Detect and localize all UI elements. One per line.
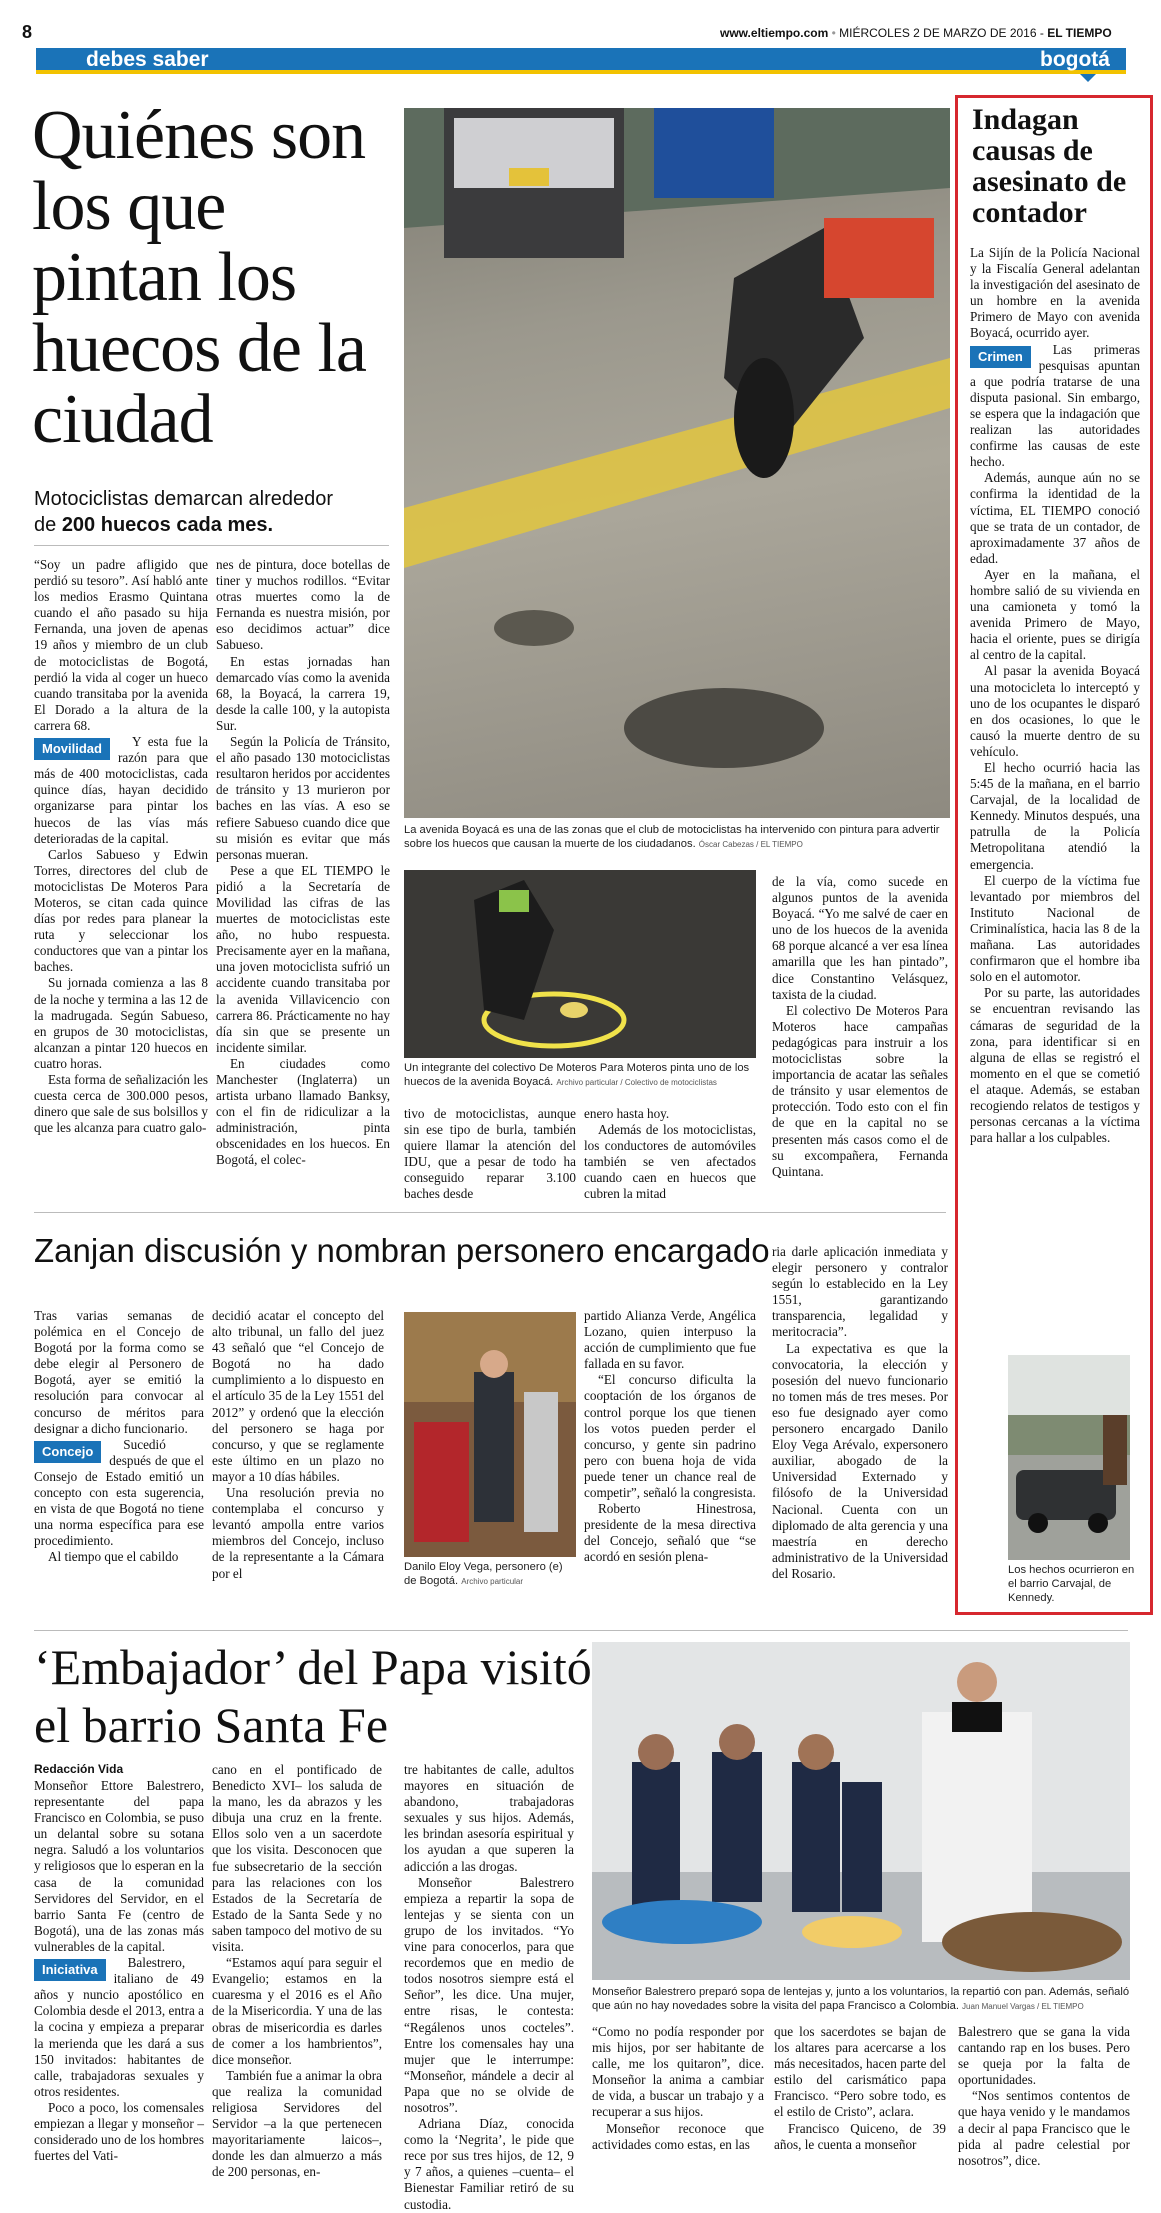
lead-subhead-pre: de xyxy=(34,514,62,536)
personero-paragraph: La expectativa es que la convocatoria, la elección y posesión del nuevo funcionario no tomen más de tres meses. Por eso fue designado ayer como personero encargado Danilo Eloy Vega Arévalo, expersonero auxiliar, abogado de la Universidad Externado y filósofo de la Universidad Nacional. Cuenta con un diplomado de alta gerencia y una maestría en derecho administrativo de la Universidad del Rosario. xyxy=(772,1340,948,1581)
papa-photo-caption xyxy=(592,1985,1130,2014)
papa-paragraph: Poco a poco, los comensales empiezan a llegar y monseñor –considerado uno de los hombres fuertes del Vati- xyxy=(34,2099,204,2164)
papa-paragraph: “Estamos aquí para seguir el Evangelio; estamos en la cuaresma y el 2016 es el Año de la Misericordia. Y una de las obras de misericordia es darles de comer a los hambrientos”, dice monseñor. xyxy=(212,1955,382,2067)
personero-paragraph: Roberto Hinestrosa, presidente de la mesa directiva del Concejo, señaló que “se acordó en sesión plena- xyxy=(584,1501,756,1565)
papa-paragraph: “Nos sentimos contentos de que haya venido y le mandamos a decir al papa Francisco que le pida al padre celestial por nosotros”, dice. xyxy=(958,2088,1130,2168)
lead-paragraph: “Soy un padre afligido que perdió su tesoro”. Así habló ante los medios Erasmo Quintana cuando el año pasado su hija Fernanda, una joven de apenas 19 años y miembro de un club de motociclistas de Bogotá, perdió la vida al coger un hueco cuando transitaba por la avenida El Dorado a la altura de la carrera 68. xyxy=(34,557,208,733)
papa-paragraph: Monseñor reconoce que actividades como estas, en las xyxy=(592,2120,764,2152)
separator: - xyxy=(1039,26,1048,40)
papa-paragraph: Francisco Quiceno, de 39 años, le cuenta a monseñor xyxy=(774,2120,946,2152)
papa-col-1 xyxy=(34,1778,204,2188)
section-arrow xyxy=(1080,74,1096,82)
personero-headline: Zanjan discusión y nombran personero encargado xyxy=(34,1232,770,1269)
lead-photo-2-caption-text: Un integrante del colectivo De Moteros Para Moteros pinta uno de los huecos de la avenida Boyacá. xyxy=(404,1062,750,1088)
lead-subhead-text: Motociclistas demarcan alrededor xyxy=(34,488,334,510)
lead-photo-caption xyxy=(404,823,950,852)
personero-paragraph: Tras varias semanas de polémica en el Concejo de Bogotá por la forma como se debe elegir al Personero de Bogotá, ayer se emitió la resolución para convocar al concurso de méritos para designar a dicho funcionario. xyxy=(34,1308,204,1436)
sidebar-paragraph: Ayer en la mañana, el hombre salió de su vivienda en una camioneta y tomó la avenida Primero de Mayo, hacia el oriente, pues se dirigía al centro de la capital. xyxy=(970,566,1140,663)
lead-paragraph: El colectivo De Moteros Para Moteros hace campañas pedagógicas para instruir a los motociclistas sobre la importancia de acatar las señales de tránsito y usar elementos de protección. Todo esto con el fin de que en la capital no se presenten más casos como el de su excompañera, Fernanda Quintana. xyxy=(772,1002,948,1179)
tag-movilidad: Movilidad xyxy=(34,738,110,760)
sidebar-headline: Indagan causas de asesinato de contador xyxy=(972,103,1127,229)
lead-col-3 xyxy=(404,1106,576,1202)
personero-photo-caption-text: Danilo Eloy Vega, personero (e) de Bogotá. xyxy=(404,1561,563,1587)
lead-col-2 xyxy=(216,557,390,1168)
section-label-left[interactable]: debes saber xyxy=(86,48,209,71)
lead-photo xyxy=(404,108,950,818)
personero-col-1 xyxy=(34,1308,204,1588)
lead-paragraph: nes de pintura, doce botellas de tiner y muchos rodillos. “Evitar otras muertes como la de Fernanda es nuestra misión, por eso decidimos actuar” dice Sabueso. xyxy=(216,557,390,653)
tag-concejo: Concejo xyxy=(34,1441,101,1463)
papa-paragraph: cano en el pontificado de Benedicto XVI– los saluda de la mano, les da abrazos y les dibuja una cruz en la frente. Ellos solo ven a un sacerdote que los visita. Desconocen que fue subsecretario de la sección para las relaciones con los Estados de la Secretaría de Estado de la Santa Sede y no saben tampoco del motivo de su visita. xyxy=(212,1762,382,1955)
papa-col-3 xyxy=(404,1762,574,2212)
lead-paragraph: Su jornada comienza a las 8 de la noche y termina a las 12 de la madrugada. Según Sabueso, en grupos de 30 motociclistas, alcanzan a pintar 120 huecos en cuatro horas. xyxy=(34,975,208,1071)
lead-photo-2-caption xyxy=(404,1061,756,1090)
sidebar-paragraph: Por su parte, las autoridades se encuentran revisando las cámaras de seguridad de la zona, para identificar si en alguna de ellas se registró el momento en el que se cometió el ataque. Además, se estaban recogiendo relatos de testigos y personas cercanas a la víctima para hallar a los culpables. xyxy=(970,985,1140,1146)
papa-photo-credit: Juan Manuel Vargas / EL TIEMPO xyxy=(962,2002,1084,2011)
lead-col-4 xyxy=(584,1106,756,1202)
lead-col-5 xyxy=(772,874,948,1196)
papa-col-2 xyxy=(212,1762,382,2188)
papa-byline: Redacción Vida xyxy=(34,1762,124,1776)
lead-photo-2 xyxy=(404,870,756,1058)
site-url[interactable]: www.eltiempo.com xyxy=(720,26,829,40)
sidebar-paragraph: El cuerpo de la víctima fue levantado por miembros del Instituto Nacional de Criminalística, hacia las 8 de la mañana. Las autoridades confirmaron que el hombre iba solo en el automotor. xyxy=(970,872,1140,985)
lead-subhead xyxy=(34,486,394,538)
personero-paragraph: decidió acatar el concepto del alto tribunal, un fallo del juez 43 señaló que “el Concejo de Bogotá no ha dado cumplimiento a lo dispuesto en el artículo 35 de la Ley 1551 del 2012” y ordenó que la elección del personero se haga por concurso, y que se reglamente este último en un plazo no mayor a 10 días hábiles. xyxy=(212,1308,384,1484)
personero-col-3 xyxy=(584,1308,756,1588)
personero-col-2 xyxy=(212,1308,384,1588)
personero-paragraph: Al tiempo que el cabildo xyxy=(48,1549,179,1565)
lead-paragraph: enero hasta hoy. xyxy=(584,1106,670,1121)
personero-paragraph: partido Alianza Verde, Angélica Lozano, quien interpuso la acción de cumplimiento que fue fallada en su favor. xyxy=(584,1308,756,1372)
papa-paragraph: tre habitantes de calle, adultos mayores en situación de abandono, trabajadoras sexuales y sus hijos. Además, les brindan asesoría espiritual y los ayudan a que superen la adicción a las drogas. xyxy=(404,1762,574,1874)
papa-col-5 xyxy=(774,2024,946,2188)
section-divider xyxy=(34,1212,946,1213)
personero-paragraph: Una resolución previa no contemplaba el concurso y levantó ampolla entre varios miembros del Concejo, incluso de la representante a la Cámara por el xyxy=(212,1485,384,1581)
lead-photo-2-credit: Archivo particular / Colectivo de motociclistas xyxy=(556,1078,717,1087)
paper-name: EL TIEMPO xyxy=(1047,26,1112,40)
lead-paragraph: tivo de motociclistas, aunque sin ese tipo de burla, también quiere llamar la atención del IDU, que a pesar de todo ha conseguido reparar 3.100 baches desde xyxy=(404,1106,576,1202)
personero-photo-credit: Archivo particular xyxy=(461,1577,524,1586)
papa-paragraph: “Como no podía responder por mis hijos, por ser habitante de calle, me los quitaron”, dice. Monseñor la anima a cambiar de vida, a buscar un trabajo y a recuperar a sus hijos. xyxy=(592,2024,764,2120)
papa-col-4 xyxy=(592,2024,764,2188)
sidebar-paragraph: Al pasar la avenida Boyacá una motocicleta lo interceptó y uno de los ocupantes le disparó en dos ocasiones, lo que le causó la muerte dentro de su vehículo. xyxy=(970,663,1140,759)
papa-paragraph: También fue a animar la obra que realiza la comunidad religiosa Servidores del Servidor –a la que pertenecen mayoritariamente laicos–, donde les dan almuerzo a más de 200 personas, en- xyxy=(212,2067,382,2180)
tag-crimen: Crimen xyxy=(970,346,1031,368)
sidebar-photo xyxy=(1008,1355,1130,1560)
papa-headline: ‘Embajador’ del Papa visitó el barrio Santa Fe xyxy=(34,1639,592,1753)
lead-paragraph: Y esta fue la razón para que más de 400 motociclistas, cada quince días, hayan decidido organizarse para pintar los huecos de las vías más deterioradas de la capital. xyxy=(34,734,208,846)
subhead-rule xyxy=(34,545,389,546)
date: MIÉRCOLES 2 DE MARZO DE 2016 xyxy=(839,26,1037,40)
lead-paragraph: Además de los motociclistas, los conductores de automóviles también se ven afectados cuando caen en huecos que cubren la mitad xyxy=(584,1122,756,1202)
lead-paragraph: Pese a que EL TIEMPO le pidió a la Secretaría de Movilidad las cifras de las muertes de motociclistas este año, no hubo respuesta. Precisamente ayer en la mañana, una joven motociclista sufrió un accidente cuando transitaba por la avenida Villavicencio con carrera 86. Prácticamente no hay día sin que se presente un incidente similar. xyxy=(216,862,390,1055)
papa-paragraph: Balestrero, italiano de 49 años y nuncio apostólico en Colombia desde el 2013, entra a la cocina y empieza a preparar la merienda que les dará a sus 150 invitados: habitantes de calle, trabajadoras sexuales y otros residentes. xyxy=(34,1955,204,2099)
sidebar-body xyxy=(970,245,1140,1330)
lead-subhead-bold: 200 huecos cada mes. xyxy=(61,514,274,536)
lead-paragraph: En estas jornadas han demarcado vías como la avenida 68, la Boyacá, la carrera 19, desde la calle 100, y la autopista Sur. xyxy=(216,653,390,733)
personero-photo-caption xyxy=(404,1560,576,1589)
sidebar-paragraph: La Sijín de la Policía Nacional y la Fiscalía General adelantan la investigación del asesinato de un hombre en la avenida Primero de Mayo con avenida Boyacá, ocurrido ayer. xyxy=(970,245,1140,341)
tag-iniciativa: Iniciativa xyxy=(34,1959,106,1981)
sidebar-paragraph: Las primeras pesquisas apuntan a que podría tratarse de una disputa pasional. Sin embargo, se espera que la indagación que realizan las autoridades confirme las causas de este hecho. xyxy=(970,341,1140,470)
lead-paragraph: de la vía, como sucede en algunos puntos de la avenida Boyacá. “Yo me salvé de caer en uno de los huecos de la avenida 68 porque alcancé a ver esa línea amarilla que les han pintado”, dice Constantino Velásquez, taxista de la ciudad. xyxy=(772,874,948,1002)
lead-headline: Quiénes son los que pintan los huecos de la ciudad xyxy=(32,97,366,458)
page-number: 8 xyxy=(22,22,33,42)
papa-photo xyxy=(592,1642,1130,1980)
separator: • xyxy=(831,26,840,40)
sidebar-paragraph: Además, aunque aún no se confirma la identidad de la víctima, EL TIEMPO conoció que se trata de un contador, de aproximadamente 37 años de edad. xyxy=(970,470,1140,566)
sidebar-paragraph: El hecho ocurrió hacia las 5:45 de la mañana, en el barrio Carvajal, de la localidad de Kennedy. Minutos después, una patrulla de la Policía Metropolitana atendió la emergencia. xyxy=(970,760,1140,872)
papa-paragraph: Adriana Díaz, conocida como la ‘Negrita’, le pide que rece por sus tres hijos, de 12, 9 y 7 años, a quienes –cuenta– el Bienestar Familiar retiró de su custodia. xyxy=(404,2116,574,2212)
lead-paragraph: Carlos Sabueso y Edwin Torres, directores del club de motociclistas De Moteros Para Moteros, se citan cada quince días por redes para planear la ruta y seleccionar los conductores que van a pintar los baches. xyxy=(34,846,208,975)
papa-paragraph: Balestrero que se gana la vida cantando rap en los buses. Pero se queja por la falta de oportunidades. xyxy=(958,2024,1130,2088)
papa-paragraph: Monseñor Balestrero empieza a repartir la sopa de lentejas y se sienta con un grupo de los invitados. “Yo vine para conocerlos, para que recordemos que en medio de todos nosotros siempre está el Señor”, les dice. Una mujer, entre risas, le contesta: “Regálenos unos cocteles”. Entre los comensales hay una mujer que le interrumpe: “Monseñor, mándele a decir al Papa que no se olvide de nosotros”. xyxy=(404,1874,574,2115)
personero-col-4 xyxy=(772,1244,948,1588)
lead-col-1 xyxy=(34,557,208,1136)
sidebar-photo-caption: Los hechos ocurrieron en el barrio Carvajal, de Kennedy. xyxy=(1008,1564,1135,1604)
personero-paragraph: ria darle aplicación inmediata y elegir personero y contralor según lo establecido en la Ley 1551, garantizando transparencia, legalidad y meritocracia”. xyxy=(772,1244,948,1340)
papa-paragraph: que los sacerdotes se bajan de los altares para acercarse a los más necesitados, hacen parte del estilo del carismático papa Francisco. “Pero sobre todo, es el estilo de Cristo”, aclara. xyxy=(774,2024,946,2120)
personero-paragraph: Sucedió después de que el Consejo de Estado emitió un concepto con esta sugerencia, en vista de que Bogotá no tiene una norma específica para ese procedimiento. xyxy=(34,1436,204,1549)
lead-photo-caption-text: La avenida Boyacá es una de las zonas que el club de motociclistas ha intervenido con pintura para advertir sobre los huecos que causan la muerte de los ciudadanos. xyxy=(404,824,940,850)
lead-paragraph: En ciudades como Manchester (Inglaterra) un artista urbano llamado Banksy, con el fin de ridiculizar a la administración, pinta obscenidades en los huecos. En Bogotá, el colec- xyxy=(216,1055,390,1168)
lead-paragraph: Esta forma de señalización les cuesta cerca de 300.000 pesos, dinero que sale de sus bolsillos y que les alcanza para cuatro galo- xyxy=(34,1072,208,1136)
section-label-right[interactable]: bogotá xyxy=(1040,48,1110,71)
section-divider xyxy=(34,1630,1128,1631)
personero-photo xyxy=(404,1312,576,1557)
lead-paragraph: Según la Policía de Tránsito, el año pasado 130 motociclistas resultaron heridos por accidentes de tránsito y 13 murieron por baches en las vías. A eso se refiere Sabueso cuando dice que su misión es evitar que más personas mueran. xyxy=(216,734,390,862)
papa-col-6 xyxy=(958,2024,1130,2188)
papa-paragraph: Monseñor Ettore Balestrero, representante del papa Francisco en Colombia, se puso un delantal sobre su sotana negra. Saludó a los voluntarios y religiosos que lo esperan en la casa de la comunidad Servidores del Servidor, en el barrio Santa Fe (centro de Bogotá), una de las zonas más vulnerables de la capital. xyxy=(34,1778,204,1954)
papa-photo-caption-text: Monseñor Balestrero preparó sopa de lentejas y, junto a los voluntarios, la repartió con pan. Además, señaló que aún no hay novedades sobre la visita del papa Francisco a Colombia. xyxy=(592,1986,1130,2012)
personero-paragraph: “El concurso dificulta la cooptación de los órganos de control porque los que tienen los votos pueden perder el concurso, y gente sin padrino pero con buena hoja de vida puede tener un chance real de competir”, señaló la congresista. xyxy=(584,1372,756,1501)
dateline xyxy=(720,26,1112,40)
lead-photo-credit: Óscar Cabezas / EL TIEMPO xyxy=(698,840,803,849)
